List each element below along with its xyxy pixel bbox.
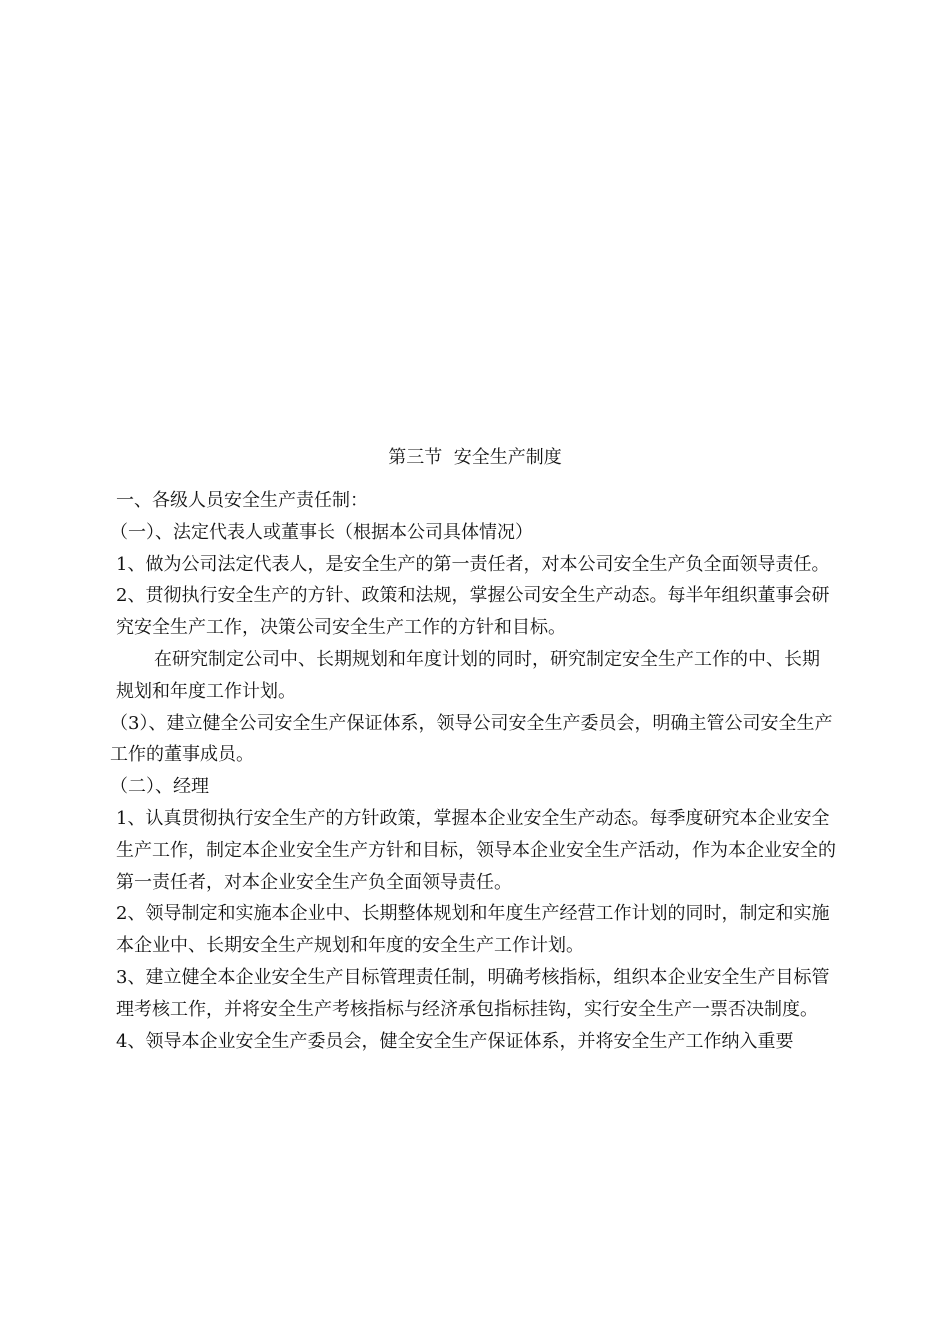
section-title: 第三节 安全生产制度 bbox=[388, 447, 562, 468]
paragraph-manager-item-3: 3、建立健全本企业安全生产目标管理责任制，明确考核指标，组织本企业安全生产目标管理考核工作，并将安全生产考核指标与经济承包指标挂钩，实行安全生产一票否决制度。 bbox=[116, 966, 830, 1020]
paragraph-manager-item-4: 4、领导本企业安全生产委员会，健全安全生产保证体系，并将安全生产工作纳入重要 bbox=[116, 1030, 794, 1052]
paragraph-indented: 在研究制定公司中、长期规划和年度计划的同时，研究制定安全生产工作的中、长期规划和年度工作计划。 bbox=[116, 648, 820, 702]
paragraph-manager-item-1: 1、认真贯彻执行安全生产的方针政策，掌握本企业安全生产动态。每季度研究本企业安全生产工作，制定本企业安全生产方针和目标，领导本企业安全生产活动，作为本企业安全的第一责任者，对本企业安全生产负全面领导责任。 bbox=[116, 807, 836, 893]
paragraph-item-1: 1、做为公司法定代表人，是安全生产的第一责任者，对本公司安全生产负全面领导责任。 bbox=[116, 553, 830, 575]
heading-responsibility-system: 一、各级人员安全生产责任制： bbox=[116, 490, 368, 511]
paragraph-item-2: 2、贯彻执行安全生产的方针、政策和法规，掌握公司安全生产动态。每半年组织董事会研究安全生产工作，决策公司安全生产工作的方针和目标。 bbox=[116, 585, 830, 639]
document-body bbox=[110, 485, 836, 1057]
paragraph-manager-item-2: 2、领导制定和实施本企业中、长期整体规划和年度生产经营工作计划的同时，制定和实施本企业中、长期安全生产规划和年度的安全生产工作计划。 bbox=[116, 903, 830, 957]
subheading-legal-representative: （一）、法定代表人或董事长（根据本公司具体情况） bbox=[110, 521, 533, 543]
subheading-manager: （二）、经理 bbox=[110, 776, 209, 798]
paragraph-item-3: （3）、建立健全公司安全生产保证体系，领导公司安全生产委员会，明确主管公司安全生产工作的董事成员。 bbox=[110, 712, 833, 766]
